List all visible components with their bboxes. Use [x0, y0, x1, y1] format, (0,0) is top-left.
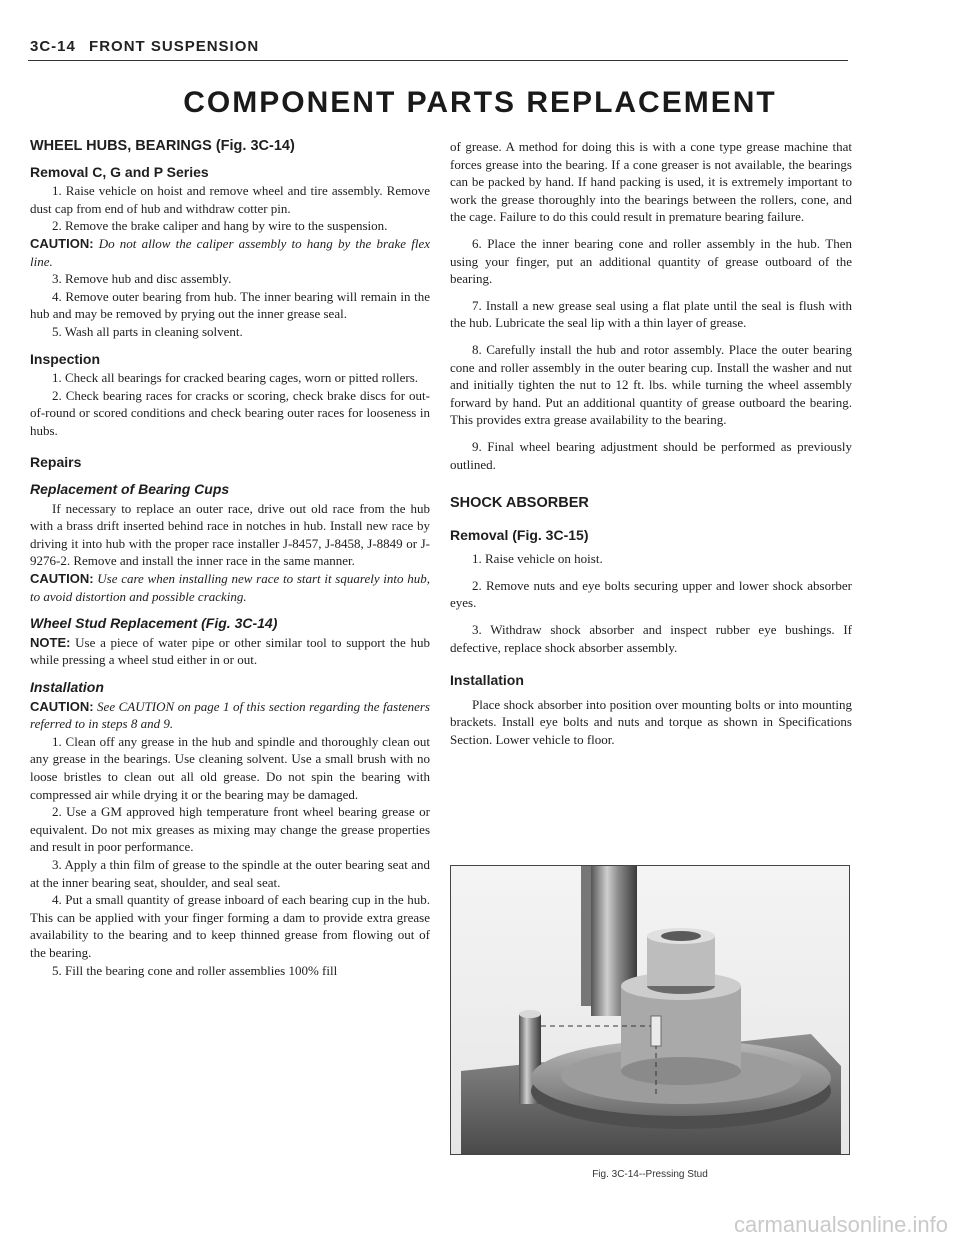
caution-3-text: See CAUTION on page 1 of this section regarding the fasteners referred to in steps 8 and 9. [30, 698, 430, 732]
install-step-5: 5. Fill the bearing cone and roller assemblies 100% fill [52, 962, 338, 978]
caution-3-label: CAUTION: [30, 698, 94, 714]
removal-step-2: 2. Remove the brake caliper and hang by wire to the suspension. [52, 218, 388, 234]
shock-install-heading: Installation [450, 672, 524, 689]
caution-1-text: Do not allow the caliper assembly to hang by the brake flex line. [30, 235, 430, 269]
caution-2 [30, 570, 430, 605]
cups-heading: Replacement of Bearing Cups [30, 481, 230, 498]
caution-3 [30, 698, 430, 733]
section-name: FRONT SUSPENSION [89, 38, 260, 55]
left-column [30, 138, 430, 979]
install-step-6: 6. Place the inner bearing cone and roller assembly in the hub. Then using your finger, put an additional quantity of grease outboard of the bearing. [450, 235, 852, 287]
inspection-heading: Inspection [30, 350, 101, 367]
repairs-heading: Repairs [30, 453, 82, 470]
removal-heading: Removal C, G and P Series [30, 163, 209, 180]
removal-step-5: 5. Wash all parts in cleaning solvent. [52, 323, 243, 339]
page-title: COMPONENT PARTS REPLACEMENT [183, 86, 777, 119]
caution-2-text: Use care when installing new race to start it squarely into hub, to avoid distortion and possible cracking. [30, 571, 431, 604]
installation-heading: Installation [30, 679, 104, 696]
caution-2-label: CAUTION: [30, 571, 94, 587]
removal-step-3: 3. Remove hub and disc assembly. [52, 271, 232, 287]
install-step-7: 7. Install a new grease seal using a flat plate until the seal is flush with the hub. Lubricate the seal lip with a thin layer of grease. [450, 297, 852, 331]
figure-pressing-stud [450, 865, 850, 1155]
install-step-4: 4. Put a small quantity of grease inboard of each bearing cup in the hub. This can be applied with your finger forming a dam to provide extra grease availability to the bearing and to keep thinned grease from flowing out of the bearing. [30, 892, 430, 960]
shock-step-2: 2. Remove nuts and eye bolts securing upper and lower shock absorber eyes. [450, 577, 852, 611]
inspection-step-1: 1. Check all bearings for cracked bearing cages, worn or pitted rollers. [52, 370, 419, 386]
shock-step-1: 1. Raise vehicle on hoist. [472, 551, 603, 567]
page-header [30, 38, 850, 55]
inspection-step-2: 2. Check bearing races for cracks or scoring, check brake discs for out-of-round or scored conditions and check bearing outer races for looseness in hubs. [30, 387, 430, 438]
removal-step-4: 4. Remove outer bearing from hub. The inner bearing will remain in the hub and may be removed by prying out the inner grease seal. [30, 288, 430, 322]
figure-caption: Fig. 3C-14--Pressing Stud [592, 1169, 708, 1180]
caution-1-label: CAUTION: [30, 235, 94, 251]
wheel-hubs-heading: WHEEL HUBS, BEARINGS (Fig. 3C-14) [30, 138, 295, 154]
shock-heading: SHOCK ABSORBER [450, 495, 589, 512]
section-code: 3C-14 [30, 38, 76, 55]
cups-text: If necessary to replace an outer race, drive out old race from the hub with a brass drift inserted behind race in notches in hub. Install new race by driving it into hub with the proper race installer J-8457, J-8458, J-8849 or J-9276-2. Remove and install the inner race in the same manner. [30, 500, 430, 569]
removal-step-1: 1. Raise vehicle on hoist and remove wheel and tire assembly. Remove dust cap from end of hub and withdraw cotter pin. [30, 183, 430, 216]
install-step-8: 8. Carefully install the hub and rotor assembly. Place the outer bearing cone and roller assembly in the outer bearing cup. Install the washer and nut and initially tighten the nut to 12 ft. lbs. while turning the wheel assembly forward by hand. Put an additional quantity of grease outboard the bearing. This provides extra grease availability to the bearing. [450, 341, 852, 428]
stud-heading: Wheel Stud Replacement (Fig. 3C-14) [30, 615, 278, 632]
install-step-1: 1. Clean off any grease in the hub and spindle and thoroughly clean out any grease in the bearings. Use cleaning solvent. Use a small brush with no loose bristles to clean out all old grease. Do not spin the bearing with compressed air while drying it or the bearing may be damaged. [30, 733, 430, 802]
note-1-label: NOTE: [30, 634, 71, 650]
note-1-text: Use a piece of water pipe or other similar tool to support the hub while pressing a wheel stud either in or out. [30, 634, 431, 668]
note-1 [30, 634, 430, 669]
install-step-9: 9. Final wheel bearing adjustment should be performed as previously outlined. [450, 438, 852, 472]
continued-text: of grease. A method for doing this is with a cone type grease machine that forces grease into the bearing. If a cone greaser is not available, the bearings can be packed by hand. If hand packing is used, it is extremely important to work the grease thoroughly into the bearings between the rollers, cone, and the cage. Failure to do this could result in premature bearing failure. [450, 139, 852, 225]
caution-1 [30, 235, 430, 270]
shock-removal-heading: Removal (Fig. 3C-15) [450, 526, 589, 543]
right-column [450, 138, 852, 749]
wheel-stud [651, 1016, 661, 1046]
shock-step-3: 3. Withdraw shock absorber and inspect rubber eye bushings. If defective, replace shock absorber assembly. [450, 622, 852, 655]
install-step-3: 3. Apply a thin film of grease to the spindle at the outer bearing seat and at the inner bearing seat, shoulder, and seal seat. [30, 856, 430, 890]
watermark: carmanualsonline.info [733, 1212, 948, 1237]
shock-install-text: Place shock absorber into position over mounting bolts or into mounting brackets. Install eye bolts and nuts and torque as shown in Specifications Section. Lower vehicle to floor. [450, 696, 852, 748]
install-step-2: 2. Use a GM approved high temperature front wheel bearing grease or equivalent. Do not mix greases as mixing may change the grease properties and result in poor performance. [30, 804, 430, 855]
header-rule [28, 60, 848, 61]
pressing-stud-illustration [451, 866, 849, 1154]
